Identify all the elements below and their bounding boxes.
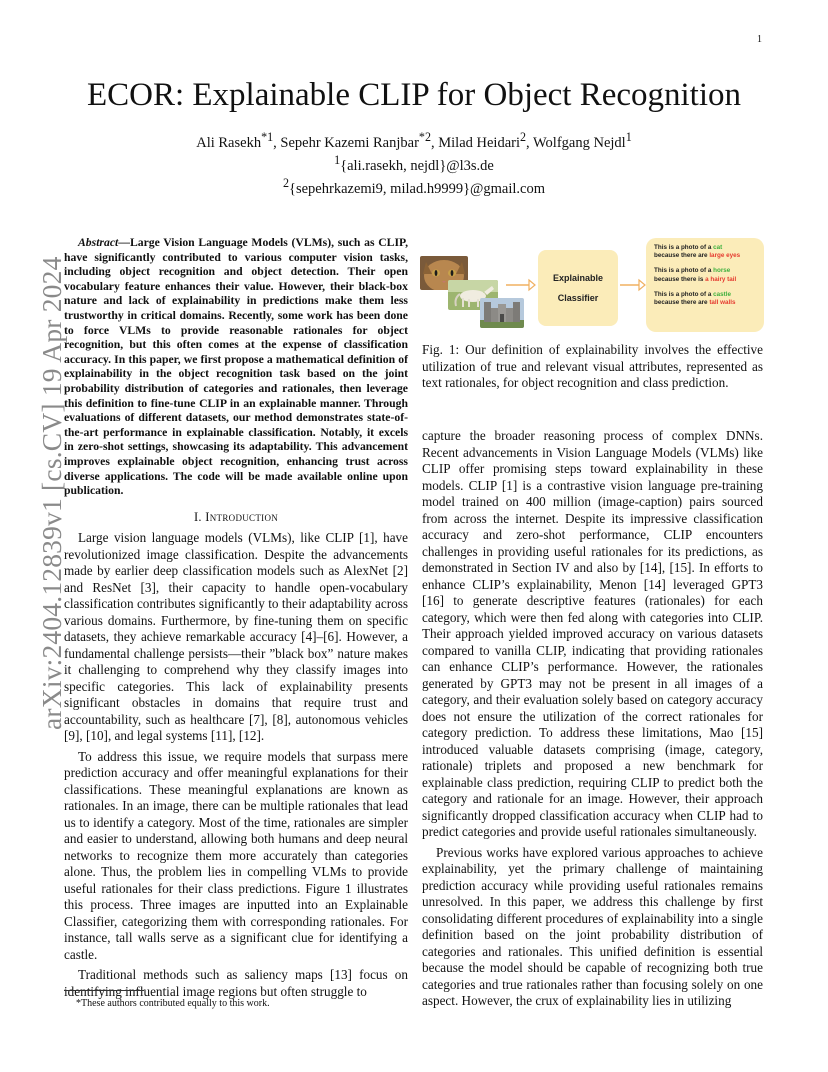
rationale-label: a hairy tail — [705, 275, 737, 283]
castle-photo — [480, 298, 524, 328]
category-label: cat — [713, 244, 723, 251]
rationale-label: large eyes — [709, 252, 741, 260]
abstract-text: —Large Vision Language Models (VLMs), such as CLIP, have significantly contributed to various computer vision tasks, including object recognition and object detection. Their open vocabulary feature enhances their value. However, their black-box nature and lack of explainability in predictions make them less trustworthy in critical domains. Recently, some work has been done to force VLMs to provide reasonable rationales for object recognition, but this often comes at the expense of classification accuracy. In this paper, we first propose a mathematical definition of explainability in the object recognition task based on the joint probability distribution of categories and rationales, then leverage this definition to fine-tune CLIP in an explainable manner. Through evaluations of different datasets, our method demonstrates state-of-the-art performance in explainable classification. Notably, it excels in zero-shot settings, showcasing its adaptability. This advancement improves explainable object recognition, enhancing trust across diverse applications. The code will be made available online upon publication. — [64, 236, 408, 498]
classifier-label-line2: Classifier — [557, 293, 599, 303]
intro-paragraph: To address this issue, we require models that surpass mere prediction accuracy and offer meaningful explanations for their classifications. These meaningful explanations are known as rationales. In an image, there can be multiple rationales that lead us to identify a category. Most of the time, rationales are simpler and easier to understand, allowing both humans and deep neural networks to recognize them more accurately than categories alone. Thus, the problem lies in compelling VLMs to provide useful rationales for their class predictions. Figure 1 illustrates this process. Three images are inputted into an Explainable Classifier, categorizing them with corresponding rationales. For instance, tall walls serve as a significant clue for identifying a castle. — [64, 748, 408, 962]
category-label: horse — [713, 267, 731, 275]
intro-paragraph: capture the broader reasoning process of complex DNNs. Recent advancements in Vision Language Models (VLMs) like CLIP offer promising steps toward explainability in these models. CLIP [1] is a contrastive vision language pre-training model trained on 400 million (image-caption) pairs sourced from across the internet. Despite its impressive classification accuracy and zero-shot performance, CLIP encounters challenges in providing useful rationales for its predictions, as demonstrated in Section IV and also by [14], [15]. In efforts to enhance CLIP’s explainability, Menon [14] leveraged GPT3 [16] to generate descriptive features (rationales) for each category, which were then fed along with categories into CLIP. Their approach yielded improved accuracy on various datasets compared to vanilla CLIP, indicating that providing rationales can enhance CLIP’s performance. However, the rationales generated by GPT3 may not be present in all images of a category, and their evaluation solely based on category accuracy does not ensure the utilization of the correct rationales for category prediction. To address these limitations, Mao [15] introduced valuable datasets comprising (image, category, rationale) triplets and proposed a new benchmark for explainable class prediction, requiring CLIP to predict both the category and rationale for an image. However, their approach significantly dropped classification accuracy when CLIP had to predict categories and provide useful rationales simultaneously. — [422, 428, 763, 839]
footnote: *These authors contributed equally to this work. — [76, 998, 270, 1009]
right-column — [422, 428, 763, 1010]
figure-1 — [420, 238, 766, 338]
paper-title: ECOR: Explainable CLIP for Object Recognition — [86, 77, 742, 113]
intro-paragraph: Traditional methods such as saliency maps [13] focus on identifying influential image regions but often struggle to — [64, 967, 408, 999]
rationale-entry: This is a photo of a castle because there are tall walls — [654, 290, 736, 307]
section-title: Introduction — [205, 510, 279, 524]
affiliation-1: $^1${ali.rasekh, nejdl}@l3s.de — [334, 152, 494, 174]
rationale-entry: This is a photo of a cat because there are large eyes — [654, 244, 741, 260]
affiliation-2: $^2${sepehrkazemi9, milad.h9999}@gmail.com — [282, 175, 546, 197]
author-names: Ali Rasekh$^{*1}$, Sepehr Kazemi Ranjbar$^{*2}$, Milad Heidari$^2$, Wolfgang Nejdl$^1$ — [196, 130, 632, 151]
classifier-label-line1: Explainable — [552, 273, 604, 283]
rationale-entry: This is a photo of a horse because there is a hairy tail — [654, 267, 737, 283]
input-arrow-icon — [506, 278, 536, 292]
author-block — [60, 129, 768, 197]
section-numeral: I. — [193, 510, 206, 524]
footnote-divider — [64, 990, 144, 991]
rationale-label: tall walls — [709, 299, 736, 307]
figure-caption: Fig. 1: Our definition of explainability involves the effective utilization of true and relevant visual attributes, represented as text rationales, for object recognition and class prediction. — [422, 342, 763, 390]
abstract-lead: Abstract — [78, 236, 119, 249]
left-column — [64, 530, 408, 1000]
intro-paragraph: Previous works have explored various approaches to achieve explainability, yet the primary challenge of maintaining prediction accuracy while providing useful rationales remains unresolved. In this paper, we address this challenge by first consolidating different procedures of explainability into a single definition based on the joint probability distribution of categories and rationales. This unified definition is essential because the model should be capable of recognizing both true categories and true rationales rather than focusing solely on one aspect. However, the crux of explainability lies in utilizing — [422, 844, 763, 1008]
intro-paragraph: Large vision language models (VLMs), like CLIP [1], have revolutionized image classification. Despite the advancements made by earlier deep classification models such as AlexNet [2] and ResNet [3], their capacity to handle open-vocabulary classification contributes significantly to their adaptability across various domains. Furthermore, by fine-tuning them on specific datasets, they achieve remarkable accuracy [4]–[6]. However, a fundamental challenge persists—their ”black box” nature makes it challenging to comprehend why they classify images into specific categories. This lack of explainability presents significant obstacles in domains that require trust and accountability, such as healthcare [7], [8], autonomous vehicles [9], [10], and legal systems [11], [12]. — [64, 530, 408, 743]
arxiv-stamp: arXiv:2404.12839v1 [cs.CV] 19 Apr 2024 — [36, 256, 67, 730]
page-number: 1 — [757, 34, 762, 45]
rationale-output-box — [646, 238, 764, 332]
explainable-classifier-box — [538, 250, 618, 326]
category-label: castle — [713, 290, 731, 298]
abstract — [64, 236, 408, 499]
output-arrow-icon — [620, 278, 646, 292]
section-heading — [64, 510, 408, 525]
